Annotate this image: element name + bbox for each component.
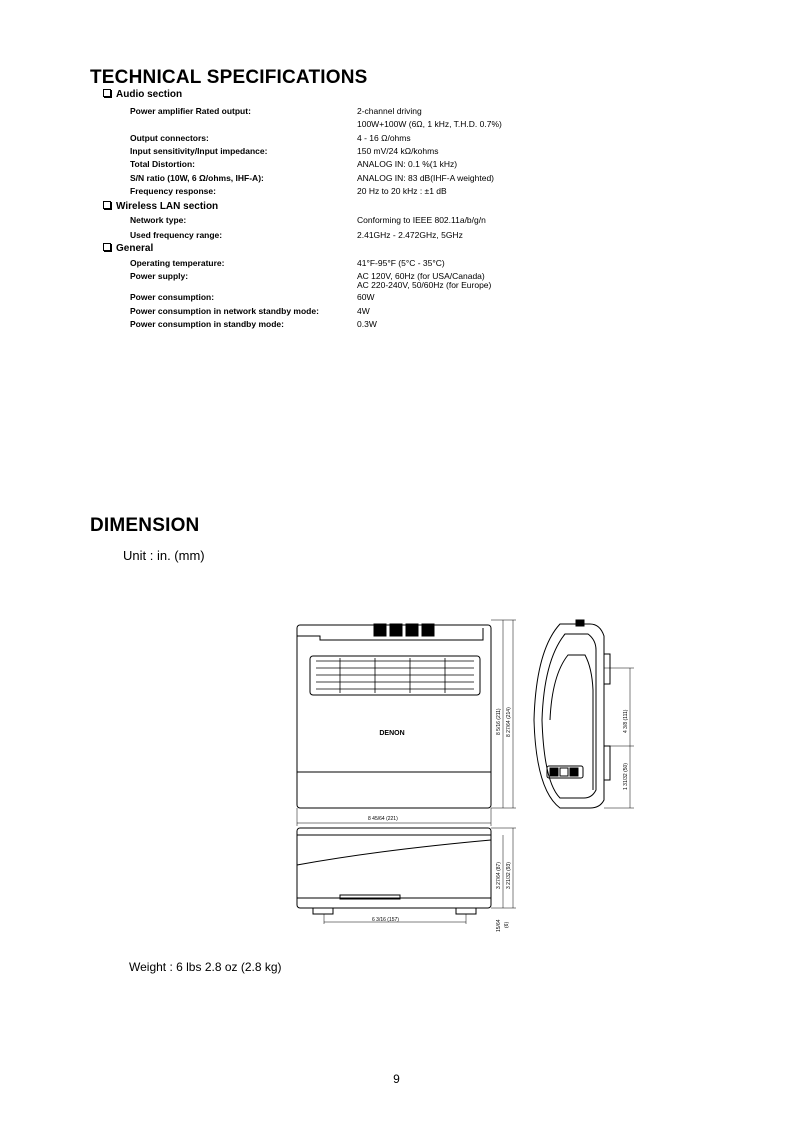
wireless-section-heading: Wireless LAN section: [103, 201, 218, 212]
spec-value: 0.3W: [357, 319, 377, 329]
spec-value: 2-channel driving: [357, 106, 422, 116]
foot-label-1: 15/64: [496, 919, 502, 932]
spec-value: 41°F-95°F (5°C - 35°C): [357, 258, 445, 268]
spec-label: Power consumption in network standby mode:: [130, 306, 319, 316]
spec-label: S/N ratio (10W, 6 Ω/ohms, IHF-A):: [130, 173, 264, 183]
audio-section-heading: Audio section: [103, 89, 182, 100]
spec-label: Output connectors:: [130, 133, 209, 143]
spec-value: 4W: [357, 306, 370, 316]
spec-label: Used frequency range:: [130, 230, 223, 240]
specs-title: TECHNICAL SPECIFICATIONS: [90, 67, 368, 88]
spec-label: Power consumption:: [130, 292, 215, 302]
depth-label-2: 3 21/32 (93): [506, 862, 512, 889]
top-view: [297, 828, 516, 924]
spec-label: Input sensitivity/Input impedance:: [130, 146, 268, 156]
spec-value: AC 220-240V, 50/60Hz (for Europe): [357, 280, 492, 290]
general-section-heading: General: [103, 243, 153, 254]
side-label-1: 4 3/8 (111): [623, 709, 629, 733]
page-number: 9: [393, 1072, 400, 1086]
spec-value: ANALOG IN: 83 dB(IHF-A weighted): [357, 173, 494, 183]
spec-value: 150 mV/24 kΩ/kohms: [357, 146, 439, 156]
spec-value: 20 Hz to 20 kHz : ±1 dB: [357, 186, 447, 196]
brand-logo: DENON: [379, 730, 405, 737]
spec-value: 60W: [357, 292, 375, 302]
spec-label: Total Distortion:: [130, 159, 195, 169]
foot-label-2: (6): [504, 921, 510, 928]
spec-value: AC 120V, 60Hz (for USA/Canada): [357, 271, 485, 281]
height-label-1: 8 5/16 (211): [496, 708, 502, 735]
spec-value: 2.41GHz - 2.472GHz, 5GHz: [357, 230, 463, 240]
bottom-width-label: 6 3/16 (157): [372, 917, 399, 923]
spec-value: ANALOG IN: 0.1 %(1 kHz): [357, 159, 458, 169]
depth-label-1: 3 27/64 (87): [496, 862, 502, 889]
spec-label: Network type:: [130, 215, 187, 225]
front-view: [297, 620, 516, 826]
spec-label: Frequency response:: [130, 186, 216, 196]
spec-value: 100W+100W (6Ω, 1 kHz, T.H.D. 0.7%): [357, 119, 502, 129]
spec-label: Operating temperature:: [130, 258, 225, 268]
spec-label: Power amplifier Rated output:: [130, 106, 251, 116]
spec-value: 4 - 16 Ω/ohms: [357, 133, 411, 143]
spec-value: Conforming to IEEE 802.11a/b/g/n: [357, 215, 486, 225]
spec-label: Power consumption in standby mode:: [130, 319, 284, 329]
height-label-2: 8 27/64 (214): [506, 707, 512, 737]
side-label-2: 1 31/32 (50): [623, 763, 629, 790]
spec-label: Power supply:: [130, 271, 189, 281]
dimension-unit: Unit : in. (mm): [123, 548, 205, 563]
weight-text: Weight : 6 lbs 2.8 oz (2.8 kg): [129, 960, 282, 974]
dimension-title: DIMENSION: [90, 515, 200, 536]
side-view: [534, 620, 634, 808]
width-label: 8 45/64 (221): [368, 816, 398, 822]
